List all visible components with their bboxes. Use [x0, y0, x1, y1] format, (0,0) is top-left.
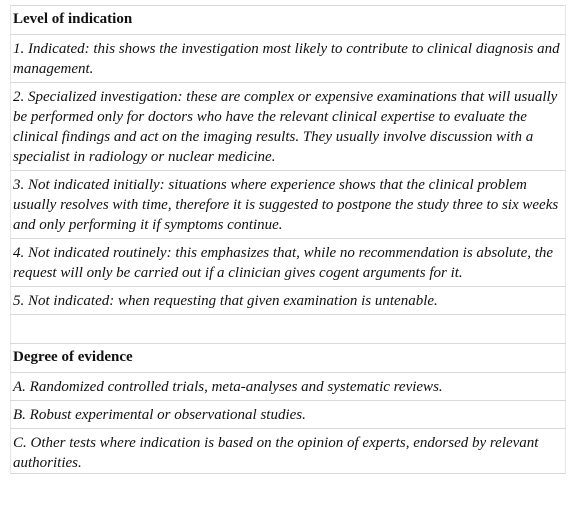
indication-heading: Level of indication	[11, 6, 566, 35]
evidence-item: B. Robust experimental or observational studies.	[11, 401, 566, 429]
empty-row	[11, 315, 566, 344]
indication-item: 3. Not indicated initially: situations where experience shows that the clinical problem usually resolves with time, therefore it is suggested to postpone the study three to six weeks and only performing it if symptoms continue.	[11, 171, 566, 239]
indication-item: 4. Not indicated routinely: this emphasizes that, while no recommendation is absolute, the request will only be carried out if a clinician gives cogent arguments for it.	[11, 239, 566, 287]
table-row	[11, 344, 566, 373]
table-row	[11, 429, 566, 474]
table-row	[11, 315, 566, 344]
table-row	[11, 35, 566, 83]
legend-table	[10, 5, 566, 474]
indication-item: 2. Specialized investigation: these are complex or expensive examinations that will usually be performed only for doctors who have the relevant clinical expertise to evaluate the clinical findings and act on the imaging results. They usually involve discussion with a specialist in radiology or nuclear medicine.	[11, 83, 566, 171]
table-row	[11, 373, 566, 401]
table-row	[11, 6, 566, 35]
table-row	[11, 239, 566, 287]
evidence-heading: Degree of evidence	[11, 344, 566, 373]
table-row	[11, 287, 566, 315]
indication-item: 1. Indicated: this shows the investigation most likely to contribute to clinical diagnosis and management.	[11, 35, 566, 83]
evidence-item: C. Other tests where indication is based on the opinion of experts, endorsed by relevant authorities.	[11, 429, 566, 474]
table-row	[11, 83, 566, 171]
table-row	[11, 171, 566, 239]
evidence-item: A. Randomized controlled trials, meta-analyses and systematic reviews.	[11, 373, 566, 401]
table-row	[11, 401, 566, 429]
indication-item: 5. Not indicated: when requesting that given examination is untenable.	[11, 287, 566, 315]
